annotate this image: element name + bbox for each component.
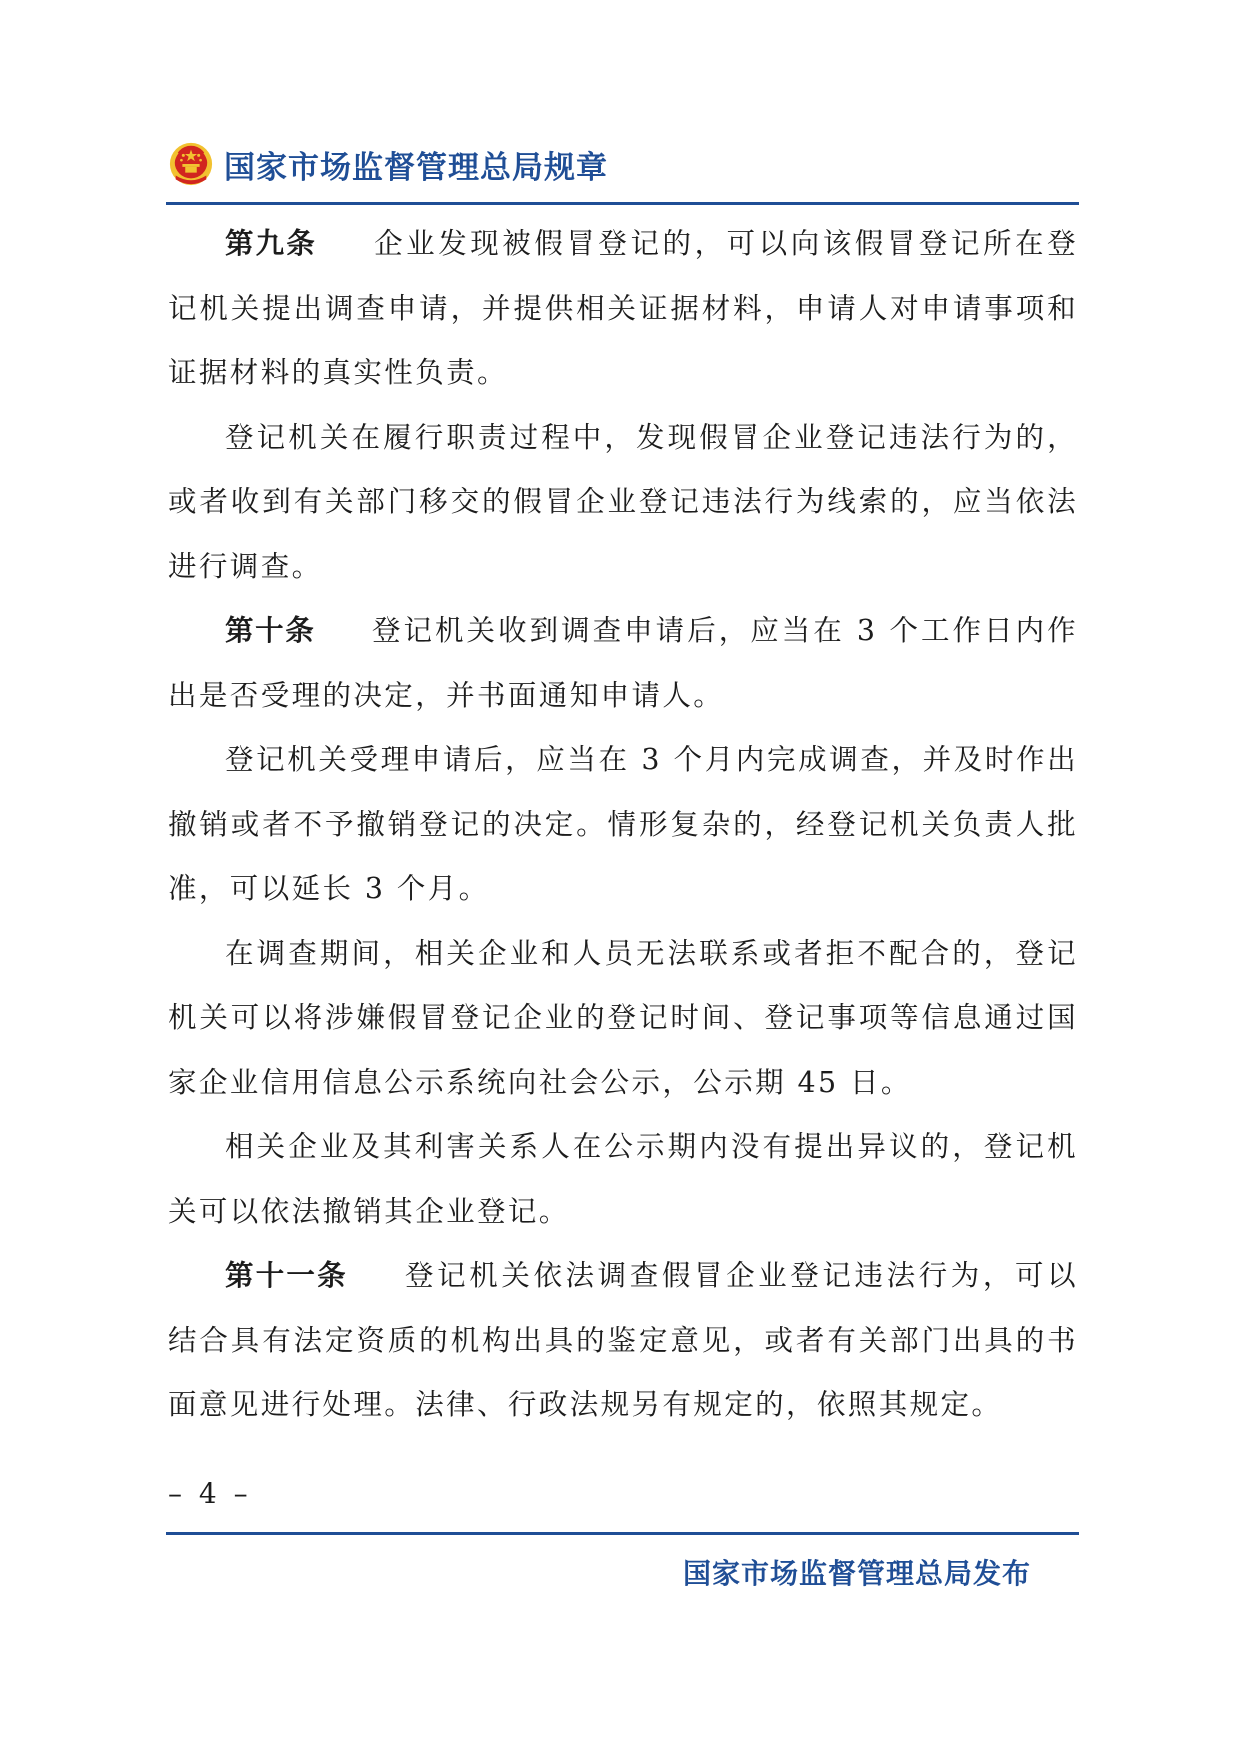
footer-divider — [166, 1532, 1079, 1535]
header-divider — [166, 202, 1079, 205]
article-paragraph — [168, 1115, 1078, 1244]
article-paragraph — [168, 728, 1078, 922]
paragraph-text: 在调查期间，相关企业和人员无法联系或者拒不配合的，登记机关可以将涉嫌假冒登记企业的登记时间、登记事项等信息通过国家企业信用信息公示系统向社会公示，公示期 45 日。 — [168, 936, 1078, 1099]
article-label: 第十条 — [225, 614, 316, 647]
national-emblem-icon — [168, 141, 214, 187]
page-number: – 4 – — [168, 1477, 252, 1510]
article-paragraph — [168, 212, 1078, 406]
header-title: 国家市场监督管理总局规章 — [224, 149, 608, 186]
page-header — [168, 138, 608, 190]
article-paragraph — [168, 1244, 1078, 1438]
article-paragraph — [168, 922, 1078, 1116]
paragraph-text: 登记机关收到调查申请后，应当在 3 个工作日内作出是否受理的决定，并书面通知申请人。 — [168, 614, 1078, 712]
article-paragraph — [168, 599, 1078, 728]
article-paragraph — [168, 406, 1078, 600]
article-label: 第十一条 — [225, 1259, 348, 1292]
paragraph-text: 登记机关依法调查假冒企业登记违法行为，可以结合具有法定资质的机构出具的鉴定意见，或者有关部门出具的书面意见进行处理。法律、行政法规另有规定的，依照其规定。 — [168, 1259, 1078, 1421]
paragraph-text: 登记机关在履行职责过程中，发现假冒企业登记违法行为的，或者收到有关部门移交的假冒企业登记违法行为线索的，应当依法进行调查。 — [168, 420, 1078, 583]
paragraph-text: 企业发现被假冒登记的，可以向该假冒登记所在登记机关提出调查申请，并提供相关证据材料，申请人对申请事项和证据材料的真实性负责。 — [168, 227, 1078, 389]
article-label: 第九条 — [225, 227, 317, 260]
paragraph-text: 登记机关受理申请后，应当在 3 个月内完成调查，并及时作出撤销或者不予撤销登记的决定。情形复杂的，经登记机关负责人批准，可以延长 3 个月。 — [168, 743, 1078, 905]
document-body — [168, 212, 1078, 1438]
paragraph-text: 相关企业及其利害关系人在公示期内没有提出异议的，登记机关可以依法撤销其企业登记。 — [168, 1130, 1078, 1228]
footer-publisher: 国家市场监督管理总局发布 — [682, 1557, 1031, 1590]
